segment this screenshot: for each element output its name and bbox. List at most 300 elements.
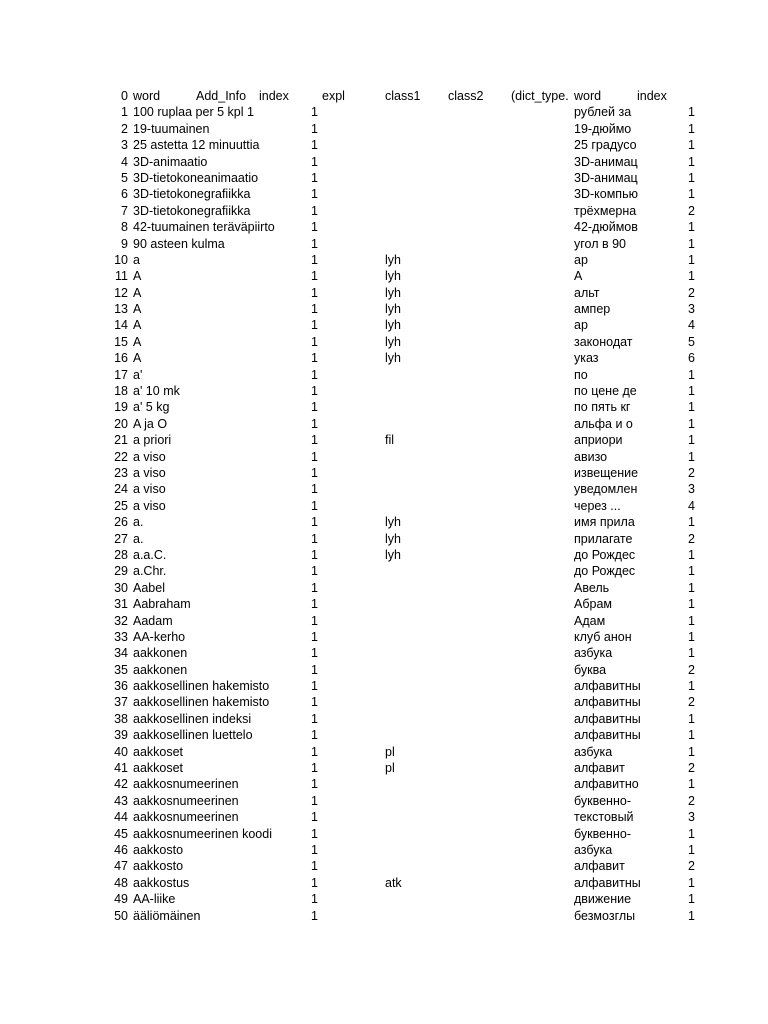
cell-index: 1 (311, 351, 318, 366)
cell-index: 1 (311, 613, 318, 628)
cell-russian-index: 1 (688, 842, 695, 857)
row-number: 29 (114, 564, 128, 579)
cell-russian-index: 1 (688, 597, 695, 612)
cell-index: 1 (311, 498, 318, 513)
cell-russian-word: до Рождес (574, 547, 636, 562)
cell-class1: lyh (385, 531, 401, 546)
table-row (0, 268, 768, 284)
cell-russian-index: 1 (688, 138, 695, 153)
cell-word: aakkoset (133, 761, 184, 776)
cell-word: 42-tuumainen teräväpiirto (133, 220, 275, 235)
cell-word: AA-liike (133, 892, 176, 907)
cell-class1: atk (385, 875, 402, 890)
cell-word: 3D-tietokonegrafiikka (133, 187, 251, 202)
cell-index: 1 (311, 449, 318, 464)
cell-class1: lyh (385, 318, 401, 333)
cell-russian-index: 1 (688, 629, 695, 644)
cell-index: 1 (311, 695, 318, 710)
cell-index: 1 (311, 154, 318, 169)
cell-russian-index: 2 (688, 859, 695, 874)
cell-index: 1 (311, 318, 318, 333)
cell-russian-index: 1 (688, 121, 695, 136)
table-row (0, 481, 768, 497)
cell-russian-index: 1 (688, 367, 695, 382)
cell-russian-index: 3 (688, 302, 695, 317)
cell-russian-index: 1 (688, 515, 695, 530)
header-row-number: 0 (121, 89, 128, 103)
cell-word: AA-kerho (133, 629, 186, 644)
table-row (0, 678, 768, 694)
row-number: 26 (114, 515, 128, 530)
cell-index: 1 (311, 842, 318, 857)
cell-word: A (133, 318, 142, 333)
cell-russian-index: 3 (688, 482, 695, 497)
cell-index: 1 (311, 531, 318, 546)
cell-russian-word: Авель (574, 580, 610, 595)
cell-index: 1 (311, 908, 318, 923)
cell-russian-index: 6 (688, 351, 695, 366)
cell-russian-index: 1 (688, 613, 695, 628)
table-row (0, 317, 768, 333)
row-number: 8 (121, 220, 128, 235)
cell-russian-word: безмозглы (574, 908, 636, 923)
cell-russian-index: 1 (688, 384, 695, 399)
cell-word: aakkosellinen indeksi (133, 711, 252, 726)
cell-russian-index: 2 (688, 203, 695, 218)
cell-russian-word: азбука (574, 646, 613, 661)
cell-russian-index: 2 (688, 695, 695, 710)
table-row (0, 760, 768, 776)
cell-russian-index: 1 (688, 433, 695, 448)
cell-index: 1 (311, 761, 318, 776)
cell-russian-index: 2 (688, 662, 695, 677)
cell-russian-word: движение (574, 892, 632, 907)
table-row (0, 809, 768, 825)
table-row (0, 514, 768, 530)
cell-russian-word: алфавитны (574, 679, 641, 694)
cell-word: A (133, 269, 142, 284)
row-number: 18 (114, 384, 128, 399)
table-row (0, 236, 768, 252)
cell-russian-index: 1 (688, 170, 695, 185)
cell-index: 1 (311, 138, 318, 153)
cell-word: 3D-tietokonegrafiikka (133, 203, 251, 218)
cell-index: 1 (311, 564, 318, 579)
table-row (0, 694, 768, 710)
row-number: 28 (114, 547, 128, 562)
cell-word: A (133, 285, 142, 300)
cell-index: 1 (311, 875, 318, 890)
row-number: 3 (121, 138, 128, 153)
header-expl: expl (322, 89, 345, 103)
header-russian-index: index (637, 89, 667, 103)
cell-index: 1 (311, 826, 318, 841)
cell-index: 1 (311, 105, 318, 120)
cell-word: aakkosnumeerinen koodi (133, 826, 272, 841)
cell-russian-index: 1 (688, 416, 695, 431)
row-number: 7 (121, 203, 128, 218)
cell-word: aakkonen (133, 662, 188, 677)
table-row (0, 154, 768, 170)
cell-russian-index: 1 (688, 777, 695, 792)
table-row (0, 580, 768, 596)
row-number: 10 (114, 252, 128, 267)
table-row (0, 301, 768, 317)
cell-word: aakkosellinen hakemisto (133, 679, 270, 694)
row-number: 42 (114, 777, 128, 792)
cell-russian-word: ампер (574, 302, 611, 317)
row-number: 33 (114, 629, 128, 644)
cell-russian-word: буквенно- (574, 793, 631, 808)
table-row (0, 858, 768, 874)
cell-index: 1 (311, 170, 318, 185)
cell-word: A (133, 302, 142, 317)
row-number: 17 (114, 367, 128, 382)
table-row (0, 826, 768, 842)
cell-word: a viso (133, 482, 166, 497)
cell-russian-word: авизо (574, 449, 608, 464)
table-row (0, 629, 768, 645)
cell-index: 1 (311, 220, 318, 235)
table-row (0, 285, 768, 301)
cell-russian-word: угол в 90 (574, 236, 626, 251)
cell-class1: pl (385, 761, 395, 776)
table-row (0, 416, 768, 432)
cell-class1: pl (385, 744, 395, 759)
row-number: 9 (121, 236, 128, 251)
row-number: 40 (114, 744, 128, 759)
cell-word: 3D-animaatio (133, 154, 208, 169)
cell-word: a (133, 252, 140, 267)
table-row (0, 645, 768, 661)
row-number: 20 (114, 416, 128, 431)
cell-word: 3D-tietokoneanimaatio (133, 170, 259, 185)
row-number: 12 (114, 285, 128, 300)
cell-class1: lyh (385, 351, 401, 366)
cell-index: 1 (311, 547, 318, 562)
row-number: 36 (114, 679, 128, 694)
row-number: 25 (114, 498, 128, 513)
cell-russian-index: 1 (688, 220, 695, 235)
table-row (0, 383, 768, 399)
row-number: 48 (114, 875, 128, 890)
header-class2: class2 (448, 89, 484, 103)
cell-russian-index: 1 (688, 449, 695, 464)
cell-word: 25 astetta 12 minuuttia (133, 138, 260, 153)
cell-russian-index: 1 (688, 892, 695, 907)
table-row (0, 596, 768, 612)
row-number: 45 (114, 826, 128, 841)
cell-word: aakkosellinen hakemisto (133, 695, 270, 710)
row-number: 50 (114, 908, 128, 923)
spreadsheet (0, 88, 768, 924)
cell-index: 1 (311, 367, 318, 382)
cell-russian-index: 2 (688, 531, 695, 546)
cell-word: A (133, 334, 142, 349)
cell-russian-word: 3D-анимац (574, 170, 638, 185)
cell-word: 100 ruplaa per 5 kpl 1 (133, 105, 254, 120)
cell-index: 1 (311, 465, 318, 480)
cell-russian-word: по пять кг (574, 400, 631, 415)
cell-index: 1 (311, 433, 318, 448)
cell-russian-word: 19-дюймо (574, 121, 632, 136)
cell-word: a priori (133, 433, 172, 448)
table-row (0, 842, 768, 858)
cell-class1: lyh (385, 269, 401, 284)
cell-index: 1 (311, 252, 318, 267)
header-row (0, 88, 768, 104)
cell-word: a' 5 kg (133, 400, 170, 415)
table-row (0, 399, 768, 415)
cell-russian-index: 4 (688, 318, 695, 333)
cell-class1: lyh (385, 515, 401, 530)
cell-russian-word: указ (574, 351, 599, 366)
cell-index: 1 (311, 203, 318, 218)
cell-russian-word: ар (574, 318, 588, 333)
table-row (0, 334, 768, 350)
cell-word: 19-tuumainen (133, 121, 210, 136)
row-number: 47 (114, 859, 128, 874)
cell-word: a viso (133, 465, 166, 480)
cell-index: 1 (311, 384, 318, 399)
cell-russian-index: 2 (688, 793, 695, 808)
row-number: 39 (114, 728, 128, 743)
row-number: 16 (114, 351, 128, 366)
table-row (0, 613, 768, 629)
cell-word: a viso (133, 449, 166, 464)
cell-russian-word: 25 градусо (574, 138, 637, 153)
cell-russian-index: 2 (688, 285, 695, 300)
table-row (0, 547, 768, 563)
cell-index: 1 (311, 711, 318, 726)
table-row (0, 432, 768, 448)
table-body (0, 104, 768, 924)
cell-russian-word: Адам (574, 613, 606, 628)
cell-russian-index: 1 (688, 580, 695, 595)
table-row (0, 744, 768, 760)
cell-russian-word: через ... (574, 498, 621, 513)
table-row (0, 104, 768, 120)
cell-russian-word: прилагате (574, 531, 633, 546)
row-number: 32 (114, 613, 128, 628)
cell-russian-word: алфавитны (574, 728, 641, 743)
row-number: 11 (115, 269, 128, 284)
cell-russian-index: 1 (688, 547, 695, 562)
cell-russian-index: 2 (688, 465, 695, 480)
header-add-info: Add_Info (196, 89, 247, 103)
cell-class1: lyh (385, 285, 401, 300)
cell-index: 1 (311, 482, 318, 497)
cell-russian-word: алфавитны (574, 875, 641, 890)
cell-word: aakkonen (133, 646, 188, 661)
cell-russian-index: 1 (688, 269, 695, 284)
cell-word: 90 asteen kulma (133, 236, 225, 251)
cell-index: 1 (311, 679, 318, 694)
cell-russian-index: 1 (688, 187, 695, 202)
cell-russian-word: по (574, 367, 588, 382)
table-row (0, 662, 768, 678)
cell-russian-index: 1 (688, 826, 695, 841)
cell-russian-word: алфавитно (574, 777, 639, 792)
cell-russian-word: текстовый (574, 810, 634, 825)
table-row (0, 891, 768, 907)
cell-russian-word: буква (574, 662, 607, 677)
row-number: 22 (114, 449, 128, 464)
row-number: 31 (114, 597, 128, 612)
cell-russian-index: 1 (688, 252, 695, 267)
table-row (0, 350, 768, 366)
cell-russian-word: до Рождес (574, 564, 636, 579)
cell-index: 1 (311, 859, 318, 874)
cell-russian-word: альфа и о (574, 416, 633, 431)
cell-index: 1 (311, 728, 318, 743)
cell-class1: lyh (385, 302, 401, 317)
cell-russian-index: 1 (688, 908, 695, 923)
table-row (0, 908, 768, 924)
table-row (0, 727, 768, 743)
cell-russian-word: алфавит (574, 761, 625, 776)
cell-word: A (133, 351, 142, 366)
cell-russian-word: трёхмерна (574, 203, 637, 218)
cell-index: 1 (311, 662, 318, 677)
table-row (0, 875, 768, 891)
table-row (0, 465, 768, 481)
table-row (0, 531, 768, 547)
row-number: 35 (114, 662, 128, 677)
row-number: 1 (121, 105, 128, 120)
cell-index: 1 (311, 285, 318, 300)
header-word: word (133, 89, 161, 103)
cell-russian-word: уведомлен (574, 482, 638, 497)
cell-class1: lyh (385, 547, 401, 562)
cell-word: aakkosnumeerinen (133, 777, 239, 792)
cell-index: 1 (311, 810, 318, 825)
cell-russian-index: 1 (688, 744, 695, 759)
cell-word: aakkosto (133, 859, 184, 874)
cell-class1: lyh (385, 252, 401, 267)
table-row (0, 449, 768, 465)
row-number: 38 (114, 711, 128, 726)
cell-index: 1 (311, 580, 318, 595)
cell-russian-index: 1 (688, 154, 695, 169)
row-number: 30 (114, 580, 128, 595)
header-russian-word: word (574, 89, 602, 103)
cell-index: 1 (311, 269, 318, 284)
row-number: 21 (114, 433, 128, 448)
row-number: 49 (114, 892, 128, 907)
table-row (0, 711, 768, 727)
cell-index: 1 (311, 744, 318, 759)
row-number: 6 (121, 187, 128, 202)
cell-word: A ja O (133, 416, 168, 431)
table-row (0, 203, 768, 219)
cell-russian-index: 3 (688, 810, 695, 825)
cell-word: aakkosto (133, 842, 184, 857)
cell-word: a' 10 mk (133, 384, 180, 399)
cell-word: Aabel (133, 580, 165, 595)
cell-index: 1 (311, 629, 318, 644)
cell-russian-index: 1 (688, 728, 695, 743)
cell-word: a' (133, 367, 143, 382)
table-row (0, 137, 768, 153)
cell-index: 1 (311, 793, 318, 808)
cell-russian-word: азбука (574, 842, 613, 857)
cell-russian-word: алфавит (574, 859, 625, 874)
cell-index: 1 (311, 597, 318, 612)
row-number: 13 (114, 302, 128, 317)
cell-russian-index: 1 (688, 105, 695, 120)
cell-word: a.Chr. (133, 564, 167, 579)
table-row (0, 367, 768, 383)
cell-russian-word: ар (574, 252, 588, 267)
row-number: 43 (114, 793, 128, 808)
cell-russian-word: имя прила (574, 515, 635, 530)
cell-russian-word: алфавитны (574, 695, 641, 710)
cell-russian-index: 1 (688, 711, 695, 726)
cell-russian-word: рублей за (574, 105, 632, 120)
cell-russian-word: законодат (574, 334, 633, 349)
cell-index: 1 (311, 400, 318, 415)
cell-index: 1 (311, 236, 318, 251)
cell-word: aakkosellinen luettelo (133, 728, 253, 743)
row-number: 23 (114, 465, 128, 480)
cell-index: 1 (311, 646, 318, 661)
table-row (0, 121, 768, 137)
cell-index: 1 (311, 515, 318, 530)
row-number: 4 (121, 154, 128, 169)
cell-word: ääliömäinen (133, 908, 201, 923)
cell-russian-word: алфавитны (574, 711, 641, 726)
row-number: 44 (114, 810, 128, 825)
header-dict-type: (dict_type. (511, 89, 569, 103)
cell-russian-word: априори (574, 433, 623, 448)
row-number: 15 (114, 334, 128, 349)
row-number: 46 (114, 842, 128, 857)
cell-russian-index: 1 (688, 679, 695, 694)
cell-russian-word: 42-дюймов (574, 220, 638, 235)
row-number: 24 (114, 482, 128, 497)
row-number: 5 (121, 170, 128, 185)
cell-word: aakkosnumeerinen (133, 810, 239, 825)
table-row (0, 793, 768, 809)
row-number: 41 (114, 761, 128, 776)
cell-word: aakkosnumeerinen (133, 793, 239, 808)
cell-russian-index: 5 (688, 334, 695, 349)
cell-word: a. (133, 531, 144, 546)
cell-word: a. (133, 515, 144, 530)
row-number: 19 (114, 400, 128, 415)
table-row (0, 563, 768, 579)
cell-russian-word: буквенно- (574, 826, 631, 841)
table-row (0, 219, 768, 235)
cell-index: 1 (311, 777, 318, 792)
cell-russian-index: 1 (688, 564, 695, 579)
row-number: 14 (114, 318, 128, 333)
cell-russian-index: 1 (688, 646, 695, 661)
cell-russian-index: 2 (688, 761, 695, 776)
cell-russian-word: Абрам (574, 597, 612, 612)
cell-class1: fil (385, 433, 395, 448)
cell-index: 1 (311, 187, 318, 202)
cell-russian-index: 1 (688, 875, 695, 890)
header-class1: class1 (385, 89, 421, 103)
cell-russian-index: 4 (688, 498, 695, 513)
cell-index: 1 (311, 302, 318, 317)
cell-index: 1 (311, 416, 318, 431)
row-number: 34 (114, 646, 128, 661)
table-row (0, 498, 768, 514)
cell-word: Aadam (133, 613, 173, 628)
